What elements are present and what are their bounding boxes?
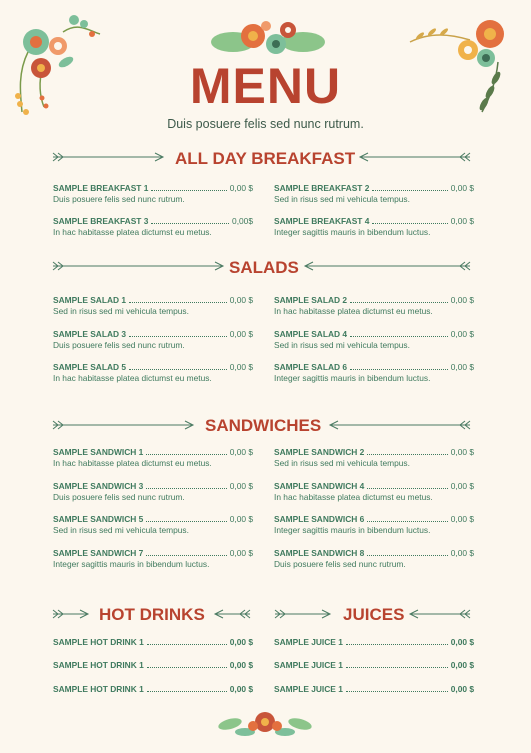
menu-item <box>53 514 253 544</box>
section-title-hot-drinks: HOT DRINKS <box>99 605 205 624</box>
arrow-divider-icon <box>53 261 223 271</box>
menu-item-header <box>274 514 474 525</box>
menu-item-price: 0,00 $ <box>229 362 253 372</box>
menu-item-header <box>274 548 474 559</box>
dotted-leader <box>146 514 226 522</box>
menu-item-name: SAMPLE BREAKFAST 3 <box>53 216 149 226</box>
menu-item-price: 0,00 $ <box>229 660 253 670</box>
menu-item-price: 0,00 $ <box>229 637 253 647</box>
arrow-divider-icon <box>215 609 250 619</box>
menu-item-price: 0,00 $ <box>229 329 253 339</box>
menu-item-header <box>53 514 253 525</box>
dotted-leader <box>367 548 447 556</box>
menu-item <box>53 216 253 246</box>
section-title-sandwiches: SANDWICHES <box>205 416 322 435</box>
arrow-divider-icon <box>53 609 88 619</box>
menu-item-name: SAMPLE SALAD 1 <box>53 295 127 305</box>
menu-item <box>274 481 474 511</box>
dotted-leader <box>346 637 448 645</box>
floral-bottom-center <box>215 704 315 744</box>
page-title: MENU <box>189 58 342 114</box>
menu-item <box>274 447 474 477</box>
menu-item-header <box>274 447 474 458</box>
dotted-leader <box>372 183 447 191</box>
dotted-leader <box>346 684 448 692</box>
menu-item-name: SAMPLE HOT DRINK 1 <box>53 637 144 647</box>
arrow-divider-icon <box>53 420 193 430</box>
arrow-divider-icon <box>360 152 470 162</box>
dotted-leader <box>147 660 227 668</box>
menu-item-description: In hac habitasse platea dictumst eu metus. <box>53 373 212 383</box>
menu-item-name: SAMPLE SANDWICH 8 <box>274 548 365 558</box>
menu-item-description: In hac habitasse platea dictumst eu metus. <box>274 306 433 316</box>
dotted-leader <box>151 183 226 191</box>
menu-item-name: SAMPLE SALAD 5 <box>53 362 127 372</box>
arrow-divider-icon <box>330 420 470 430</box>
menu-item <box>53 684 253 696</box>
dotted-leader <box>367 447 447 455</box>
menu-item <box>53 548 253 578</box>
dotted-leader <box>350 329 448 337</box>
menu-item-description: Integer sagittis mauris in bibendum luctus. <box>274 373 431 383</box>
dotted-leader <box>147 684 227 692</box>
section-title-juices: JUICES <box>343 605 405 624</box>
menu-item-description: Integer sagittis mauris in bibendum luctus. <box>53 559 210 569</box>
menu-item-description: Duis posuere felis sed nunc rutrum. <box>53 492 185 502</box>
menu-item-name: SAMPLE SANDWICH 3 <box>53 481 144 491</box>
menu-item <box>53 183 253 213</box>
menu-item-name: SAMPLE BREAKFAST 1 <box>53 183 149 193</box>
arrow-divider-icon <box>53 152 163 162</box>
menu-item <box>274 684 474 696</box>
menu-item-name: SAMPLE SANDWICH 5 <box>53 514 144 524</box>
menu-item-description: Duis posuere felis sed nunc rutrum. <box>53 194 185 204</box>
dotted-leader <box>372 216 447 224</box>
section-title-breakfast: ALL DAY BREAKFAST <box>175 149 356 168</box>
menu-item <box>53 660 253 672</box>
menu-item-name: SAMPLE HOT DRINK 1 <box>53 660 144 670</box>
dotted-leader <box>146 548 226 556</box>
menu-item-description: In hac habitasse platea dictumst eu metus. <box>53 458 212 468</box>
menu-item-description: Sed in risus sed mi vehicula tempus. <box>53 306 189 316</box>
menu-item-price: 0,00 $ <box>450 684 474 694</box>
menu-item-header <box>53 447 253 458</box>
section-title-salads: SALADS <box>229 258 299 277</box>
menu-item-price: 0,00 $ <box>450 637 474 647</box>
menu-item-name: SAMPLE BREAKFAST 2 <box>274 183 370 193</box>
dotted-leader <box>350 295 448 303</box>
menu-item <box>274 216 474 246</box>
menu-item-description: Sed in risus sed mi vehicula tempus. <box>53 525 189 535</box>
menu-item <box>274 548 474 578</box>
menu-item-header <box>274 216 474 227</box>
arrow-divider-icon <box>410 609 470 619</box>
menu-item-price: 0,00 $ <box>229 684 253 694</box>
menu-item-description: Sed in risus sed mi vehicula tempus. <box>274 340 410 350</box>
menu-item-name: SAMPLE SALAD 4 <box>274 329 348 339</box>
menu-item-name: SAMPLE JUICE 1 <box>274 684 343 694</box>
menu-item-name: SAMPLE JUICE 1 <box>274 660 343 670</box>
menu-item <box>53 637 253 649</box>
menu-item-price: 0,00 $ <box>450 216 474 226</box>
menu-item <box>53 447 253 477</box>
menu-item-header <box>274 362 474 373</box>
menu-item-header <box>53 481 253 492</box>
menu-item-price: 0,00 $ <box>229 447 253 457</box>
dotted-leader <box>129 329 227 337</box>
menu-item-header <box>53 183 253 194</box>
menu-item-price: 0,00 $ <box>450 447 474 457</box>
menu-item-header <box>274 295 474 306</box>
menu-item-description: Sed in risus sed mi vehicula tempus. <box>274 458 410 468</box>
menu-item-description: In hac habitasse platea dictumst eu metus. <box>274 492 433 502</box>
menu-item-description: Duis posuere felis sed nunc rutrum. <box>274 559 406 569</box>
arrow-divider-icon <box>305 261 470 271</box>
menu-item-price: 0,00 $ <box>229 514 253 524</box>
menu-item-price: 0,00 $ <box>450 548 474 558</box>
menu-item-header <box>53 295 253 306</box>
dotted-leader <box>129 295 227 303</box>
menu-item <box>274 329 474 359</box>
dotted-leader <box>350 362 448 370</box>
menu-item-price: 0,00 $ <box>450 295 474 305</box>
menu-item-price: 0,00 $ <box>450 660 474 670</box>
menu-item-price: 0,00 $ <box>229 548 253 558</box>
dotted-leader <box>367 481 447 489</box>
menu-item-name: SAMPLE BREAKFAST 4 <box>274 216 370 226</box>
dotted-leader <box>147 637 227 645</box>
menu-item-header <box>274 183 474 194</box>
menu-item <box>53 362 253 392</box>
menu-item-price: 0,00 $ <box>229 183 253 193</box>
menu-item-header <box>53 216 253 227</box>
menu-item-header <box>274 329 474 340</box>
menu-item-description: Sed in risus sed mi vehicula tempus. <box>274 194 410 204</box>
menu-item-name: SAMPLE SANDWICH 2 <box>274 447 365 457</box>
page-subtitle: Duis posuere felis sed nunc rutrum. <box>167 117 364 131</box>
menu-item-description: Duis posuere felis sed nunc rutrum. <box>53 340 185 350</box>
menu-item-description: In hac habitasse platea dictumst eu metus. <box>53 227 212 237</box>
menu-item <box>274 637 474 649</box>
menu-item-name: SAMPLE SANDWICH 1 <box>53 447 144 457</box>
menu-item <box>53 329 253 359</box>
menu-item-header <box>53 329 253 340</box>
dotted-leader <box>146 447 226 455</box>
menu-item-description: Integer sagittis mauris in bibendum luctus. <box>274 227 431 237</box>
menu-item-name: SAMPLE HOT DRINK 1 <box>53 684 144 694</box>
menu-item-price: 0,00 $ <box>450 329 474 339</box>
menu-item-price: 0,00 $ <box>450 514 474 524</box>
menu-item-name: SAMPLE SALAD 2 <box>274 295 348 305</box>
dotted-leader <box>151 216 229 224</box>
menu-item-price: 0,00 $ <box>229 481 253 491</box>
menu-item-name: SAMPLE JUICE 1 <box>274 637 343 647</box>
menu-item <box>274 362 474 392</box>
menu-item-header <box>53 362 253 373</box>
menu-item-price: 0,00 $ <box>229 295 253 305</box>
menu-item-price: 0,00 $ <box>450 362 474 372</box>
menu-item <box>274 660 474 672</box>
menu-item-price: 0,00 $ <box>450 183 474 193</box>
dotted-leader <box>367 514 447 522</box>
dotted-leader <box>346 660 448 668</box>
menu-item-header <box>53 548 253 559</box>
menu-item-name: SAMPLE SANDWICH 4 <box>274 481 365 491</box>
menu-item <box>53 481 253 511</box>
dotted-leader <box>146 481 226 489</box>
arrow-divider-icon <box>275 609 330 619</box>
menu-item-name: SAMPLE SANDWICH 6 <box>274 514 365 524</box>
menu-item-price: 0,00$ <box>232 216 253 226</box>
dotted-leader <box>129 362 227 370</box>
menu-item-price: 0,00 $ <box>450 481 474 491</box>
menu-item <box>274 183 474 213</box>
menu-item <box>274 514 474 544</box>
menu-item-name: SAMPLE SALAD 3 <box>53 329 127 339</box>
menu-item-description: Integer sagittis mauris in bibendum luctus. <box>274 525 431 535</box>
menu-item <box>274 295 474 325</box>
menu-item-name: SAMPLE SANDWICH 7 <box>53 548 144 558</box>
menu-item-header <box>274 481 474 492</box>
menu-item <box>53 295 253 325</box>
menu-item-name: SAMPLE SALAD 6 <box>274 362 348 372</box>
